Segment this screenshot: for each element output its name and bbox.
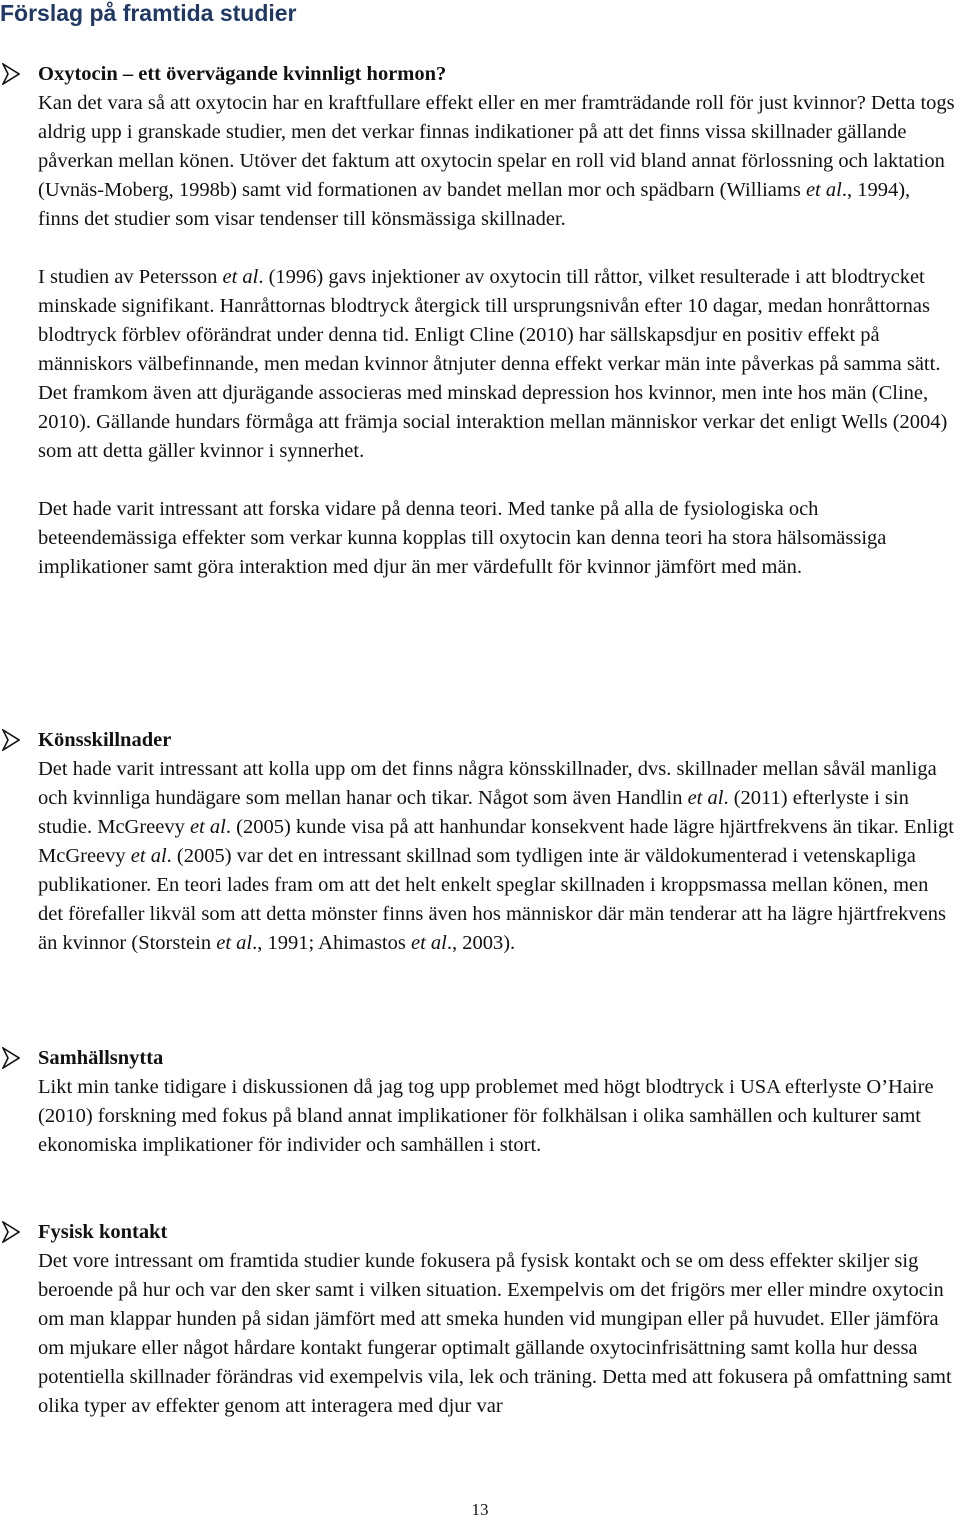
section-title-row bbox=[0, 726, 956, 755]
italic-text: et al bbox=[410, 932, 447, 954]
section-title: Könsskillnader bbox=[38, 729, 172, 751]
paragraph bbox=[38, 263, 956, 466]
italic-text: et al bbox=[805, 179, 842, 201]
text-run: . (2011) efterlyste i sin studie. McGreevy bbox=[38, 787, 909, 838]
arrow-bullet-icon bbox=[2, 729, 20, 751]
text-run: Likt min tanke tidigare i diskussionen då jag tog upp problemet med högt blodtryck i USA efterlyste O’Haire (2010) forskning med fokus på bland annat implikationer för folkhälsan i olika samhällen och kulturer samt ekonomiska implikationer för individer och samhällen i stort. bbox=[38, 1076, 934, 1156]
section-title: Samhällsnytta bbox=[38, 1047, 164, 1069]
paragraph bbox=[38, 89, 956, 234]
italic-text: et al bbox=[190, 816, 226, 838]
text-run: ., 1994), finns det studier som visar tendenser till könsmässiga skillnader. bbox=[38, 179, 911, 230]
text-run: ., 1991; Ahimastos bbox=[252, 932, 411, 954]
page-heading: Förslag på framtida studier bbox=[0, 0, 297, 26]
page-number: 13 bbox=[471, 1500, 489, 1519]
text-run: . (2005) var det en intressant skillnad som tydligen inte är väldokumenterad i vetenskapliga publikationer. En teori lades fram om att det helt enkelt speglar skillnaden i kroppsmassa mellan könen, men det förefaller likväl som att detta mönster finns även hos människor där män tenderar att ha lägre hjärtfrekvens än kvinnor (Storstein bbox=[38, 845, 946, 954]
section-samhallsnytta bbox=[0, 1044, 956, 1160]
paragraph bbox=[38, 755, 956, 958]
text-run: Det hade varit intressant att forska vidare på denna teori. Med tanke på alla de fysiologiska och beteendemässiga effekter som verkar kunna kopplas till oxytocin kan denna teori ha stora hälsomässiga implikationer samt göra interaktion med djur än mer värdefullt för kvinnor jämfört med män. bbox=[38, 498, 887, 578]
paragraph bbox=[38, 495, 956, 582]
text-run: Kan det vara så att oxytocin har en kraftfullare effekt eller en mer framträdande roll för just kvinnor? Detta togs aldrig upp i granskade studier, men det verkar finnas indikationer på att det finns vissa skillnader gällande påverkan mellan könen. Utöver det faktum att oxytocin spelar en roll vid bland annat förlossning och laktation (Uvnäs-Moberg, 1998b) samt vid formationen av bandet mellan mor och spädbarn (Williams bbox=[38, 92, 955, 201]
text-run: Det vore intressant om framtida studier kunde fokusera på fysisk kontakt och se om dess effekter skiljer sig beroende på hur och var den sker samt i vilken situation. Exempelvis om det frigörs mer eller mindre oxytocin om man klappar hunden på sidan jämfört med att smeka hunden vid mungipan eller på huvudet. Eller jämföra om mjukare eller något hårdare kontakt fungerar optimalt gällande oxytocinfrisättning samt kolla hur dessa potentiella skillnader förändras vid exempelvis vila, lek och träning. Detta med att fokusera på omfattning samt olika typer av effekter genom att interagera med djur var bbox=[38, 1250, 952, 1417]
section-title: Oxytocin – ett övervägande kvinnligt hormon? bbox=[38, 63, 447, 85]
section-fysisk-kontakt bbox=[0, 1218, 956, 1421]
section-title-row bbox=[0, 1218, 956, 1247]
paragraph bbox=[38, 1073, 956, 1160]
section-title-row bbox=[0, 60, 956, 89]
italic-text: et al bbox=[222, 266, 259, 288]
arrow-bullet-icon bbox=[2, 1047, 20, 1069]
italic-text: et al bbox=[687, 787, 724, 809]
italic-text: et al bbox=[216, 932, 253, 954]
arrow-bullet-icon bbox=[2, 1221, 20, 1243]
text-run: ., 2003). bbox=[446, 932, 516, 954]
section-konsskillnader bbox=[0, 726, 956, 958]
paragraph bbox=[38, 1247, 956, 1421]
text-run: . (2005) kunde visa på att hanhundar konsekvent hade lägre hjärtfrekvens än tikar. Enligt McGreevy bbox=[38, 816, 954, 867]
text-run: . (1996) gavs injektioner av oxytocin till råttor, vilket resulterade i att blodtrycket minskade signifikant. Hanråttornas blodtryck återgick till ursprungsnivån efter 10 dagar, medan honråttornas blodtryck förblev oförändrat under denna tid. Enligt Cline (2010) har sällskapsdjur en positiv effekt på människors välbefinnande, men medan kvinnor åtnjuter denna effekt verkar män inte påverkas på samma sätt. Det framkom även att djurägande associeras med minskad depression hos kvinnor, men inte hos män (Cline, 2010). Gällande hundars förmåga att främja social interaktion mellan människor verkar det enligt Wells (2004) som att detta gäller kvinnor i synnerhet. bbox=[38, 266, 948, 462]
section-oxytocin bbox=[0, 60, 956, 582]
arrow-bullet-icon bbox=[2, 63, 20, 85]
text-run: Det hade varit intressant att kolla upp om det finns några könsskillnader, dvs. skillnader mellan såväl manliga och kvinnliga hundägare som mellan hanar och tikar. Något som även Handlin bbox=[38, 758, 937, 809]
section-title-row bbox=[0, 1044, 956, 1073]
italic-text: et al bbox=[130, 845, 167, 867]
section-title: Fysisk kontakt bbox=[38, 1221, 168, 1243]
text-run: I studien av Petersson bbox=[38, 266, 223, 288]
